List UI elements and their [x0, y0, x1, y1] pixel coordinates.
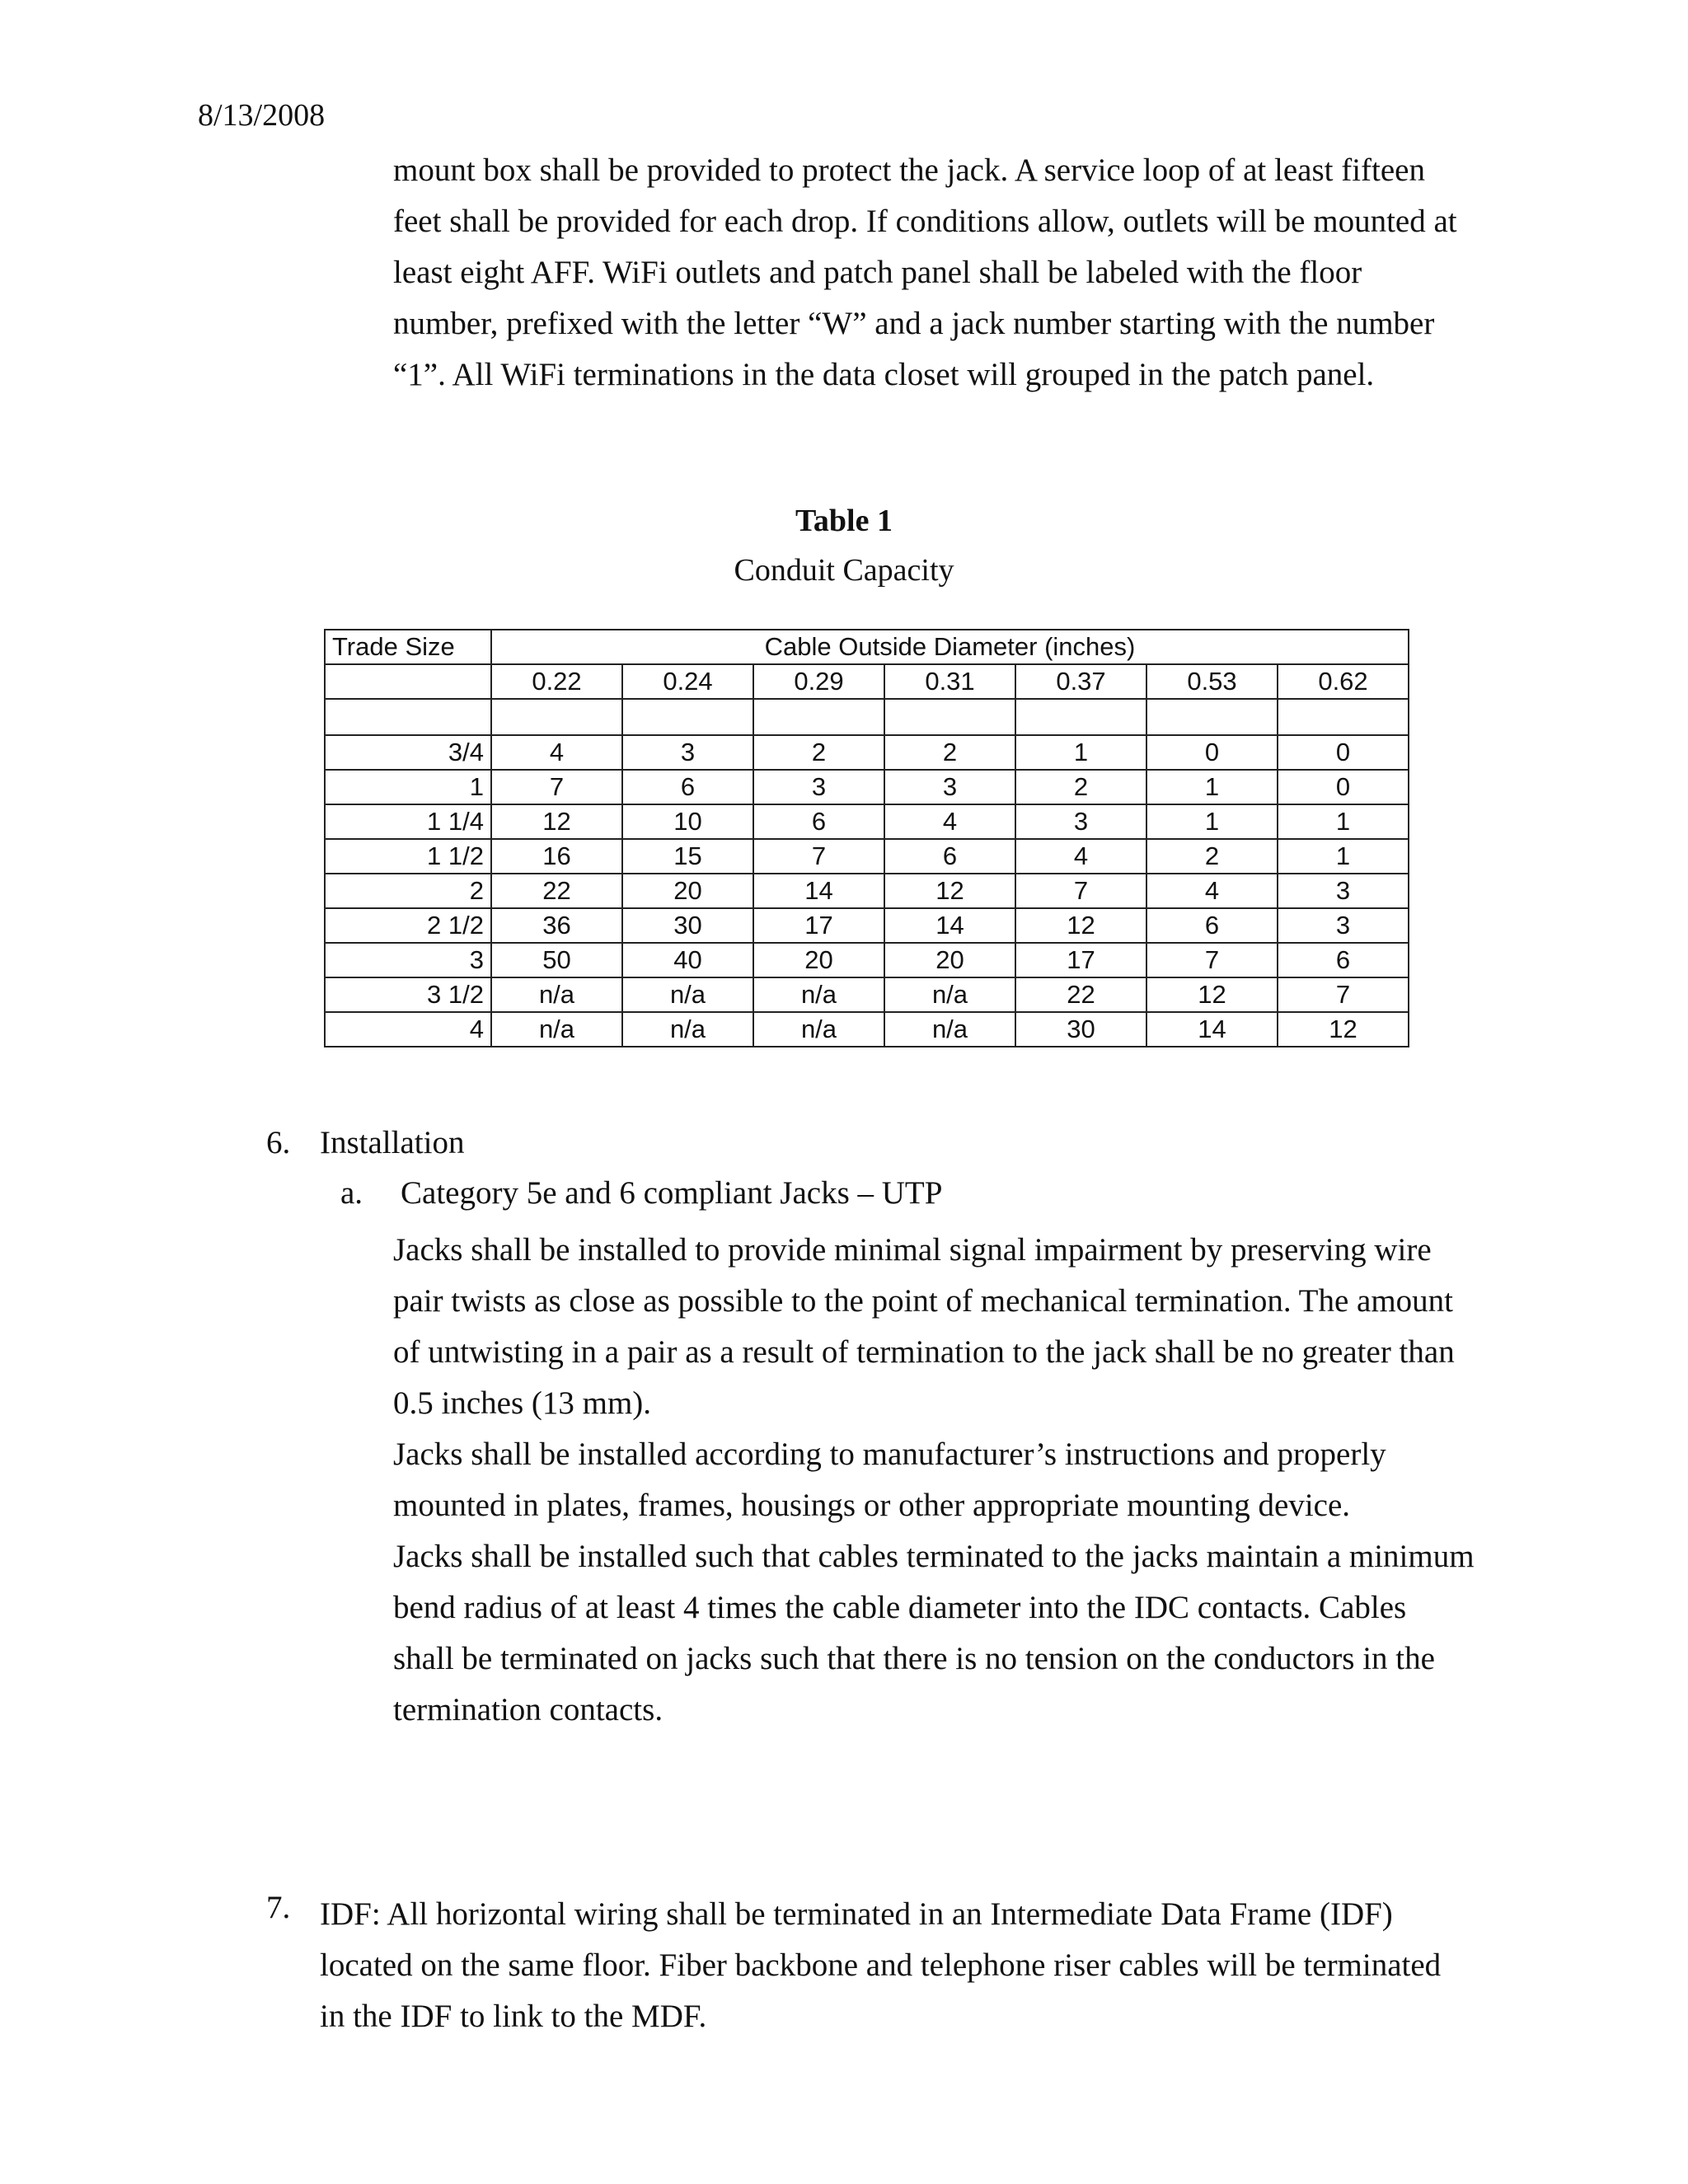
- section-6a-body: [393, 1225, 1475, 1736]
- capacity-cell: 1: [1278, 839, 1409, 874]
- capacity-cell: 22: [1015, 977, 1146, 1012]
- capacity-cell: 17: [753, 908, 884, 943]
- capacity-cell: 40: [622, 943, 753, 977]
- capacity-cell: n/a: [753, 1012, 884, 1047]
- table-row: [325, 804, 1409, 839]
- table-cell-empty: [325, 664, 491, 699]
- table-row: [325, 770, 1409, 804]
- column-header: 0.62: [1278, 664, 1409, 699]
- trade-size-cell: 2: [325, 874, 491, 908]
- table-row: [325, 874, 1409, 908]
- table-row: [325, 1012, 1409, 1047]
- table-header-row: [325, 630, 1409, 664]
- capacity-cell: 12: [1278, 1012, 1409, 1047]
- table-row: [325, 839, 1409, 874]
- capacity-cell: 30: [1015, 1012, 1146, 1047]
- table-spacer-row: [325, 699, 1409, 735]
- intro-line: feet shall be provided for each drop. If conditions allow, outlets will be mounted at: [393, 204, 1457, 239]
- capacity-cell: 7: [753, 839, 884, 874]
- capacity-cell: 10: [622, 804, 753, 839]
- body-line: termination contacts.: [393, 1692, 663, 1727]
- capacity-cell: 20: [884, 943, 1015, 977]
- capacity-cell: 6: [884, 839, 1015, 874]
- column-header: 0.31: [884, 664, 1015, 699]
- capacity-cell: 12: [1146, 977, 1278, 1012]
- capacity-cell: 16: [491, 839, 622, 874]
- capacity-cell: 20: [753, 943, 884, 977]
- capacity-cell: 14: [1146, 1012, 1278, 1047]
- capacity-cell: 14: [884, 908, 1015, 943]
- trade-size-cell: 1 1/2: [325, 839, 491, 874]
- table-cell-empty: [622, 699, 753, 735]
- body-line: of untwisting in a pair as a result of termination to the jack shall be no greater than: [393, 1334, 1455, 1370]
- capacity-cell: 50: [491, 943, 622, 977]
- table-row: [325, 943, 1409, 977]
- intro-paragraph: [393, 145, 1457, 401]
- column-header: 0.37: [1015, 664, 1146, 699]
- body-line: Jacks shall be installed such that cables terminated to the jacks maintain a minimum: [393, 1539, 1475, 1574]
- capacity-cell: 1: [1146, 770, 1278, 804]
- capacity-cell: n/a: [884, 977, 1015, 1012]
- capacity-cell: 36: [491, 908, 622, 943]
- capacity-cell: n/a: [491, 1012, 622, 1047]
- table-cell-empty: [1278, 699, 1409, 735]
- column-header: 0.53: [1146, 664, 1278, 699]
- section-6-title: Installation: [320, 1125, 465, 1160]
- capacity-cell: 12: [491, 804, 622, 839]
- capacity-cell: 17: [1015, 943, 1146, 977]
- trade-size-cell: 1 1/4: [325, 804, 491, 839]
- intro-line: number, prefixed with the letter “W” and a jack number starting with the number: [393, 306, 1435, 341]
- body-line: pair twists as close as possible to the point of mechanical termination. The amount: [393, 1283, 1453, 1319]
- capacity-cell: 1: [1015, 735, 1146, 770]
- capacity-cell: 4: [1015, 839, 1146, 874]
- section-6-number: 6.: [266, 1125, 291, 1160]
- capacity-cell: 0: [1278, 770, 1409, 804]
- column-header: 0.29: [753, 664, 884, 699]
- body-line: bend radius of at least 4 times the cable diameter into the IDC contacts. Cables: [393, 1590, 1407, 1625]
- capacity-cell: 7: [1146, 943, 1278, 977]
- table-cell-empty: [1015, 699, 1146, 735]
- table-row: [325, 908, 1409, 943]
- capacity-cell: 22: [491, 874, 622, 908]
- capacity-cell: 12: [884, 874, 1015, 908]
- section-6a-title: Category 5e and 6 compliant Jacks – UTP: [401, 1175, 943, 1211]
- capacity-cell: 7: [1015, 874, 1146, 908]
- capacity-cell: n/a: [491, 977, 622, 1012]
- capacity-cell: n/a: [622, 977, 753, 1012]
- capacity-cell: 6: [1146, 908, 1278, 943]
- table-cell-empty: [753, 699, 884, 735]
- capacity-cell: 0: [1278, 735, 1409, 770]
- table-row: [325, 735, 1409, 770]
- capacity-cell: 7: [491, 770, 622, 804]
- capacity-cell: 7: [1278, 977, 1409, 1012]
- capacity-cell: 2: [1015, 770, 1146, 804]
- capacity-cell: 6: [753, 804, 884, 839]
- table-cell-empty: [884, 699, 1015, 735]
- capacity-cell: 4: [1146, 874, 1278, 908]
- capacity-cell: 14: [753, 874, 884, 908]
- page-date: 8/13/2008: [198, 98, 326, 133]
- trade-size-cell: 4: [325, 1012, 491, 1047]
- section-7-body: [320, 1889, 1441, 2042]
- capacity-cell: 3: [1278, 874, 1409, 908]
- capacity-cell: 2: [753, 735, 884, 770]
- body-line: located on the same floor. Fiber backbone and telephone riser cables will be terminated: [320, 1947, 1442, 1983]
- capacity-cell: 12: [1015, 908, 1146, 943]
- body-line: Jacks shall be installed to provide minimal signal impairment by preserving wire: [393, 1232, 1432, 1268]
- capacity-cell: 0: [1146, 735, 1278, 770]
- table-column-row: [325, 664, 1409, 699]
- capacity-cell: 2: [1146, 839, 1278, 874]
- table-cell-empty: [491, 699, 622, 735]
- body-line: shall be terminated on jacks such that there is no tension on the conductors in the: [393, 1641, 1435, 1676]
- capacity-cell: 3: [1015, 804, 1146, 839]
- body-line: 0.5 inches (13 mm).: [393, 1385, 652, 1421]
- trade-size-cell: 1: [325, 770, 491, 804]
- conduit-capacity-table: [324, 629, 1409, 1047]
- table-cell-empty: [325, 699, 491, 735]
- capacity-cell: 30: [622, 908, 753, 943]
- trade-size-header: Trade Size: [325, 630, 491, 664]
- capacity-cell: 3: [884, 770, 1015, 804]
- capacity-cell: 1: [1278, 804, 1409, 839]
- section-6a-letter: a.: [340, 1175, 363, 1211]
- trade-size-cell: 3/4: [325, 735, 491, 770]
- capacity-cell: 4: [884, 804, 1015, 839]
- body-line: mounted in plates, frames, housings or other appropriate mounting device.: [393, 1488, 1351, 1523]
- body-line: Jacks shall be installed according to manufacturer’s instructions and properly: [393, 1436, 1386, 1472]
- capacity-cell: 6: [622, 770, 753, 804]
- trade-size-cell: 3: [325, 943, 491, 977]
- table-subtitle: Conduit Capacity: [734, 553, 954, 588]
- intro-line: “1”. All WiFi terminations in the data closet will grouped in the patch panel.: [393, 357, 1375, 392]
- table-title: Table 1: [795, 504, 893, 538]
- capacity-cell: n/a: [753, 977, 884, 1012]
- body-line: in the IDF to link to the MDF.: [320, 1999, 707, 2034]
- capacity-cell: n/a: [622, 1012, 753, 1047]
- capacity-cell: n/a: [884, 1012, 1015, 1047]
- trade-size-cell: 3 1/2: [325, 977, 491, 1012]
- table-cell-empty: [1146, 699, 1278, 735]
- trade-size-cell: 2 1/2: [325, 908, 491, 943]
- column-header: 0.24: [622, 664, 753, 699]
- capacity-cell: 2: [884, 735, 1015, 770]
- capacity-cell: 3: [753, 770, 884, 804]
- column-header: 0.22: [491, 664, 622, 699]
- capacity-cell: 3: [1278, 908, 1409, 943]
- cable-diameter-header: Cable Outside Diameter (inches): [491, 630, 1409, 664]
- intro-line: least eight AFF. WiFi outlets and patch panel shall be labeled with the floor: [393, 255, 1362, 290]
- intro-line: mount box shall be provided to protect the jack. A service loop of at least fifteen: [393, 152, 1425, 188]
- table-row: [325, 977, 1409, 1012]
- capacity-cell: 20: [622, 874, 753, 908]
- capacity-cell: 6: [1278, 943, 1409, 977]
- capacity-cell: 3: [622, 735, 753, 770]
- body-line: IDF: All horizontal wiring shall be terminated in an Intermediate Data Frame (IDF): [320, 1896, 1393, 1932]
- capacity-cell: 15: [622, 839, 753, 874]
- capacity-cell: 1: [1146, 804, 1278, 839]
- capacity-cell: 4: [491, 735, 622, 770]
- section-7-number: 7.: [266, 1890, 291, 1925]
